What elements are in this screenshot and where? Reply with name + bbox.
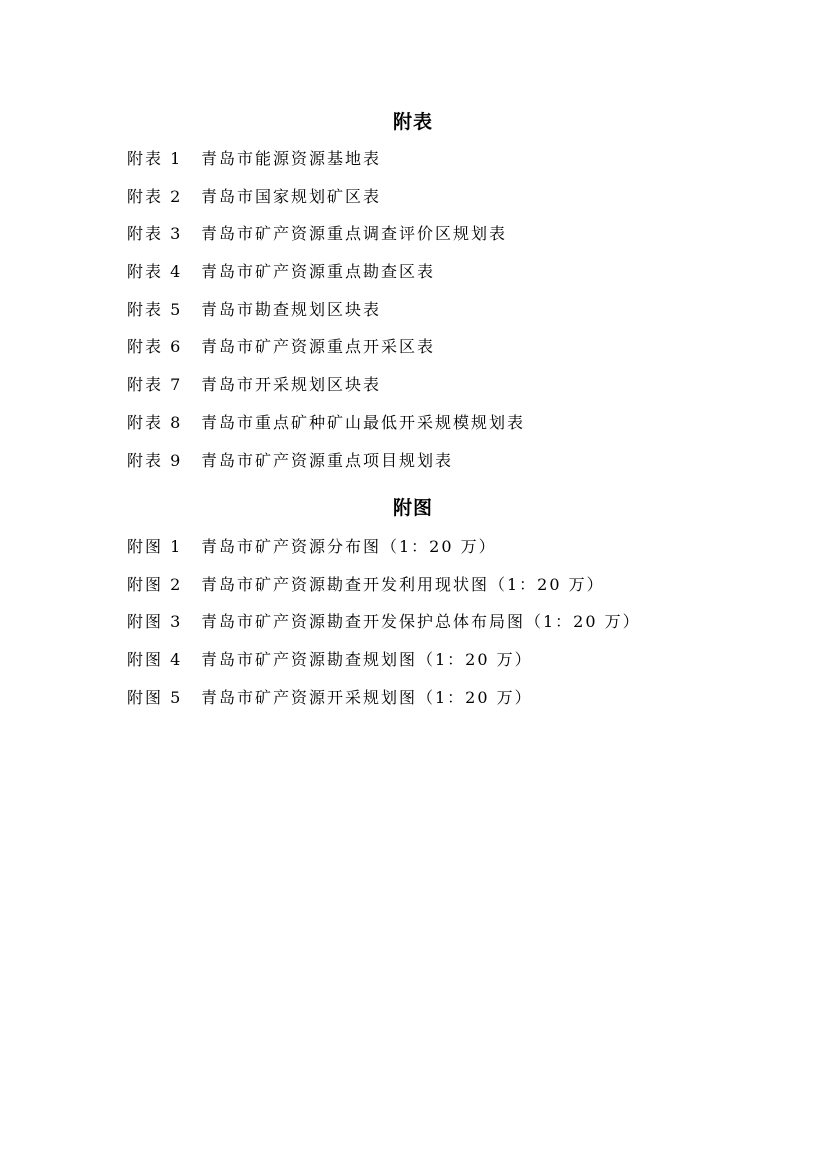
table-code: 附表 5 xyxy=(127,299,183,319)
figure-name: 青岛市矿产资源开采规划图（1：20 万） xyxy=(201,687,533,707)
table-name: 青岛市国家规划矿区表 xyxy=(201,186,382,206)
table-name: 青岛市重点矿种矿山最低开采规模规划表 xyxy=(201,412,526,432)
list-item xyxy=(127,610,641,648)
figure-name: 青岛市矿产资源勘查开发保护总体布局图（1：20 万） xyxy=(201,612,641,632)
list-item xyxy=(127,260,525,298)
list-item xyxy=(127,573,641,611)
list-item xyxy=(127,411,525,449)
table-code: 附表 8 xyxy=(127,412,183,432)
list-item xyxy=(127,535,641,573)
list-item xyxy=(127,686,641,724)
appendix-figures-title: 附图 xyxy=(392,497,433,519)
list-item xyxy=(127,185,525,223)
table-name: 青岛市矿产资源重点勘查区表 xyxy=(201,262,436,282)
figure-code: 附图 1 xyxy=(127,537,183,556)
figure-code: 附图 2 xyxy=(127,574,183,594)
figure-name: 青岛市矿产资源分布图（1：20 万） xyxy=(201,537,497,556)
list-item xyxy=(127,335,525,373)
table-code: 附表 6 xyxy=(127,337,183,357)
table-code: 附表 4 xyxy=(127,262,183,282)
appendix-tables-list xyxy=(127,147,525,486)
appendix-figures-list xyxy=(127,535,641,723)
list-item xyxy=(127,449,525,487)
list-item xyxy=(127,298,525,336)
table-name: 青岛市矿产资源重点项目规划表 xyxy=(201,450,454,470)
figure-code: 附图 4 xyxy=(127,650,183,670)
table-name: 青岛市能源资源基地表 xyxy=(201,149,382,168)
table-name: 青岛市开采规划区块表 xyxy=(201,375,382,395)
table-code: 附表 9 xyxy=(127,450,183,470)
table-code: 附表 2 xyxy=(127,186,183,206)
figure-name: 青岛市矿产资源勘查规划图（1：20 万） xyxy=(201,650,533,670)
table-name: 青岛市勘查规划区块表 xyxy=(201,299,382,319)
figure-code: 附图 3 xyxy=(127,612,183,632)
table-code: 附表 1 xyxy=(127,149,183,168)
list-item xyxy=(127,222,525,260)
appendix-tables-title: 附表 xyxy=(392,111,433,133)
figure-code: 附图 5 xyxy=(127,687,183,707)
table-name: 青岛市矿产资源重点调查评价区规划表 xyxy=(201,224,508,244)
table-name: 青岛市矿产资源重点开采区表 xyxy=(201,337,436,357)
list-item xyxy=(127,648,641,686)
figure-name: 青岛市矿产资源勘查开发利用现状图（1：20 万） xyxy=(201,574,605,594)
table-code: 附表 7 xyxy=(127,375,183,395)
list-item xyxy=(127,373,525,411)
table-code: 附表 3 xyxy=(127,224,183,244)
list-item xyxy=(127,147,525,185)
